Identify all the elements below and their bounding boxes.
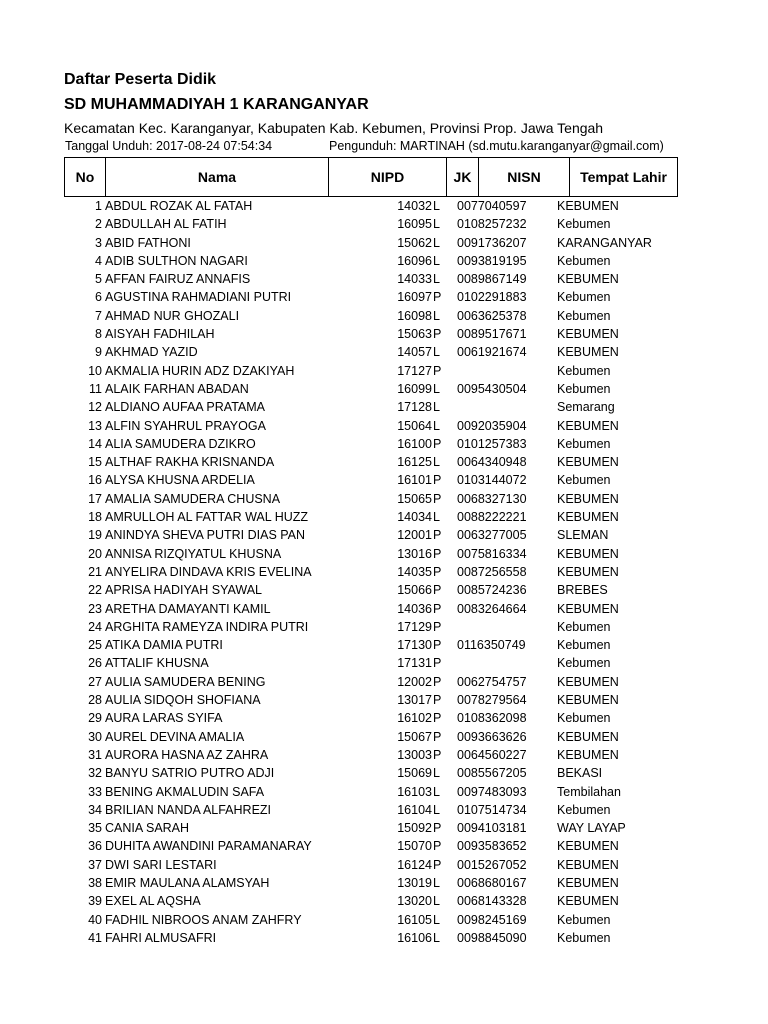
cell-nama: BANYU SATRIO PUTRO ADJI	[105, 766, 275, 781]
header-tempat-lahir: Tempat Lahir	[569, 157, 678, 197]
cell-nisn: 0015267052	[457, 857, 527, 872]
cell-nisn: 0077040597	[457, 199, 527, 213]
cell-tempat-lahir: KEBUMEN	[557, 491, 619, 506]
cell-no: 23	[88, 601, 102, 616]
cell-no: 15	[88, 455, 102, 470]
cell-jk: P	[433, 711, 442, 726]
cell-nipd: 15092	[397, 821, 432, 836]
cell-nipd: 14057	[397, 345, 432, 360]
cell-tempat-lahir: Kebumen	[557, 912, 611, 927]
cell-nipd: 13017	[397, 693, 432, 708]
cell-nipd: 16104	[397, 802, 432, 817]
cell-nipd: 15065	[397, 491, 432, 506]
table-row	[0, 911, 768, 929]
cell-nama: AMALIA SAMUDERA CHUSNA	[105, 491, 281, 506]
cell-tempat-lahir: KEBUMEN	[557, 601, 619, 616]
cell-jk: L	[433, 455, 440, 470]
cell-nisn: 0078279564	[457, 693, 527, 708]
cell-jk: P	[433, 821, 442, 836]
cell-jk: P	[433, 583, 442, 598]
table-row	[0, 307, 768, 325]
table-row	[0, 453, 768, 471]
cell-jk: P	[433, 747, 442, 762]
cell-no: 8	[95, 327, 102, 342]
table-row	[0, 673, 768, 691]
table-row	[0, 691, 768, 709]
cell-nisn: 0093663626	[457, 729, 527, 744]
cell-nipd: 15067	[397, 729, 432, 744]
cell-tempat-lahir: KEBUMEN	[557, 510, 619, 525]
cell-no: 13	[88, 418, 102, 433]
cell-nisn: 0083264664	[457, 601, 527, 616]
downloader-info: Pengunduh: MARTINAH (sd.mutu.karanganyar@gmail.com)	[329, 139, 664, 153]
cell-tempat-lahir: KEBUMEN	[557, 747, 619, 762]
cell-nama: ALFIN SYAHRUL PRAYOGA	[105, 418, 266, 433]
header-nisn: NISN	[478, 157, 570, 197]
table-row	[0, 654, 768, 672]
cell-tempat-lahir: KEBUMEN	[557, 875, 619, 890]
cell-nama: ARETHA DAMAYANTI KAMIL	[105, 601, 271, 616]
cell-jk: L	[433, 345, 440, 360]
cell-nipd: 16106	[397, 930, 432, 945]
cell-nama: ARGHITA RAMEYZA INDIRA PUTRI	[105, 619, 309, 634]
cell-nama: AGUSTINA RAHMADIANI PUTRI	[105, 290, 292, 305]
cell-nama: DWI SARI LESTARI	[105, 857, 217, 872]
cell-no: 4	[95, 253, 102, 268]
cell-nama: ANNISA RIZQIYATUL KHUSNA	[105, 546, 282, 561]
cell-nipd: 16097	[397, 290, 432, 305]
table-row	[0, 197, 768, 215]
cell-tempat-lahir: Kebumen	[557, 638, 611, 653]
cell-nisn: 0097483093	[457, 784, 527, 799]
table-row	[0, 581, 768, 599]
cell-nipd: 15062	[397, 235, 432, 250]
cell-nama: EMIR MAULANA ALAMSYAH	[105, 875, 270, 890]
cell-nisn: 0094103181	[457, 821, 527, 836]
cell-nisn: 0088222221	[457, 510, 527, 525]
cell-tempat-lahir: Kebumen	[557, 436, 611, 451]
cell-no: 18	[88, 510, 102, 525]
cell-nipd: 14035	[397, 564, 432, 579]
table-row	[0, 398, 768, 416]
table-row	[0, 600, 768, 618]
cell-no: 6	[95, 290, 102, 305]
cell-nipd: 16102	[397, 711, 432, 726]
cell-nama: FADHIL NIBROOS ANAM ZAHFRY	[105, 912, 302, 927]
cell-nisn: 0108362098	[457, 711, 527, 726]
cell-no: 22	[88, 583, 102, 598]
cell-nipd: 17128	[397, 400, 432, 415]
cell-tempat-lahir: Kebumen	[557, 473, 611, 488]
cell-nama: AHMAD NUR GHOZALI	[105, 308, 240, 323]
cell-jk: L	[433, 418, 440, 433]
cell-no: 25	[88, 638, 102, 653]
cell-nama: ADIB SULTHON NAGARI	[105, 253, 248, 268]
cell-nisn: 0089867149	[457, 272, 527, 287]
cell-no: 3	[95, 235, 102, 250]
cell-nipd: 17131	[397, 656, 432, 671]
cell-jk: P	[433, 601, 442, 616]
cell-nisn: 0064340948	[457, 455, 527, 470]
cell-no: 16	[88, 473, 102, 488]
cell-nisn: 0068327130	[457, 491, 527, 506]
cell-jk: L	[433, 235, 440, 250]
cell-jk: P	[433, 674, 442, 689]
cell-tempat-lahir: KEBUMEN	[557, 894, 619, 909]
school-location: Kecamatan Kec. Karanganyar, Kabupaten Kab. Kebumen, Provinsi Prop. Jawa Tengah	[64, 120, 604, 136]
table-row	[0, 856, 768, 874]
cell-no: 19	[88, 528, 102, 543]
table-row	[0, 234, 768, 252]
cell-tempat-lahir: BREBES	[557, 583, 608, 598]
table-row	[0, 728, 768, 746]
cell-no: 37	[88, 857, 102, 872]
cell-no: 9	[95, 345, 102, 360]
table-row	[0, 362, 768, 380]
cell-nisn: 0085567205	[457, 766, 527, 781]
table-row	[0, 325, 768, 343]
cell-nipd: 15070	[397, 839, 432, 854]
cell-nama: BRILIAN NANDA ALFAHREZI	[105, 802, 272, 817]
cell-jk: P	[433, 656, 442, 671]
cell-nipd: 16098	[397, 308, 432, 323]
cell-nipd: 15064	[397, 418, 432, 433]
cell-nipd: 16103	[397, 784, 432, 799]
cell-jk: L	[433, 510, 440, 525]
cell-jk: P	[433, 363, 442, 378]
table-row	[0, 874, 768, 892]
cell-nama: ATIKA DAMIA PUTRI	[105, 638, 223, 653]
cell-nipd: 16101	[397, 473, 432, 488]
cell-tempat-lahir: Kebumen	[557, 308, 611, 323]
cell-tempat-lahir: KEBUMEN	[557, 345, 619, 360]
cell-nama: AMRULLOH AL FATTAR WAL HUZZ	[105, 510, 309, 525]
cell-nipd: 16124	[397, 857, 432, 872]
cell-nipd: 13016	[397, 546, 432, 561]
cell-no: 39	[88, 894, 102, 909]
table-row	[0, 563, 768, 581]
cell-jk: P	[433, 564, 442, 579]
cell-jk: L	[433, 272, 440, 287]
cell-jk: P	[433, 619, 442, 634]
cell-nipd: 15066	[397, 583, 432, 598]
cell-nisn: 0089517671	[457, 327, 527, 342]
cell-no: 31	[88, 747, 102, 762]
cell-no: 36	[88, 839, 102, 854]
cell-nipd: 14034	[397, 510, 432, 525]
cell-nipd: 13003	[397, 747, 432, 762]
table-row	[0, 252, 768, 270]
cell-nipd: 17127	[397, 363, 432, 378]
cell-nisn: 0098845090	[457, 930, 527, 945]
cell-jk: L	[433, 199, 440, 213]
cell-nisn: 0091736207	[457, 235, 527, 250]
cell-tempat-lahir: KEBUMEN	[557, 272, 619, 287]
cell-nipd: 16099	[397, 381, 432, 396]
cell-no: 7	[95, 308, 102, 323]
cell-nama: AULIA SAMUDERA BENING	[105, 674, 266, 689]
cell-nama: AULIA SIDQOH SHOFIANA	[105, 693, 261, 708]
cell-jk: L	[433, 875, 440, 890]
cell-nama: ANYELIRA DINDAVA KRIS EVELINA	[105, 564, 312, 579]
cell-tempat-lahir: KEBUMEN	[557, 455, 619, 470]
cell-nama: ATTALIF KHUSNA	[105, 656, 209, 671]
cell-no: 5	[95, 272, 102, 287]
cell-nipd: 16096	[397, 253, 432, 268]
cell-nama: EXEL AL AQSHA	[105, 894, 201, 909]
cell-jk: L	[433, 930, 440, 945]
cell-nama: AISYAH FADHILAH	[105, 327, 215, 342]
cell-no: 14	[88, 436, 102, 451]
table-row	[0, 545, 768, 563]
cell-nipd: 12002	[397, 674, 432, 689]
cell-jk: P	[433, 491, 442, 506]
table-row	[0, 764, 768, 782]
cell-nama: CANIA SARAH	[105, 821, 190, 836]
cell-jk: P	[433, 693, 442, 708]
cell-nama: ALDIANO AUFAA PRATAMA	[105, 400, 265, 415]
cell-jk: P	[433, 638, 442, 653]
header-nama: Nama	[105, 157, 329, 197]
cell-nisn: 0063277005	[457, 528, 527, 543]
table-row	[0, 783, 768, 801]
cell-nipd: 13019	[397, 875, 432, 890]
cell-nama: ALYSA KHUSNA ARDELIA	[105, 473, 255, 488]
cell-nama: ABID FATHONI	[105, 235, 191, 250]
cell-tempat-lahir: Kebumen	[557, 802, 611, 817]
cell-nama: AFFAN FAIRUZ ANNAFIS	[105, 272, 251, 287]
table-row	[0, 417, 768, 435]
cell-nisn: 0068680167	[457, 875, 527, 890]
cell-tempat-lahir: Kebumen	[557, 656, 611, 671]
cell-tempat-lahir: KEBUMEN	[557, 546, 619, 561]
cell-no: 35	[88, 821, 102, 836]
cell-nisn: 0087256558	[457, 564, 527, 579]
cell-nisn: 0085724236	[457, 583, 527, 598]
cell-nipd: 14033	[397, 272, 432, 287]
cell-jk: P	[433, 729, 442, 744]
cell-tempat-lahir: KEBUMEN	[557, 839, 619, 854]
cell-nama: AURA LARAS SYIFA	[105, 711, 223, 726]
table-row	[0, 215, 768, 233]
cell-no: 32	[88, 766, 102, 781]
cell-tempat-lahir: Kebumen	[557, 363, 611, 378]
cell-nisn: 0068143328	[457, 894, 527, 909]
cell-nipd: 15069	[397, 766, 432, 781]
cell-no: 27	[88, 674, 102, 689]
cell-tempat-lahir: BEKASI	[557, 766, 603, 781]
cell-jk: L	[433, 400, 440, 415]
header-nipd: NIPD	[328, 157, 447, 197]
cell-nama: BENING AKMALUDIN SAFA	[105, 784, 265, 799]
cell-jk: L	[433, 894, 440, 909]
cell-jk: L	[433, 253, 440, 268]
cell-nisn: 0095430504	[457, 381, 527, 396]
cell-nisn: 0102291883	[457, 290, 527, 305]
download-info	[64, 139, 678, 157]
cell-no: 33	[88, 784, 102, 799]
table-row	[0, 892, 768, 910]
cell-nipd: 16100	[397, 436, 432, 451]
header-jk: JK	[446, 157, 479, 197]
cell-jk: L	[433, 784, 440, 799]
cell-no: 26	[88, 656, 102, 671]
cell-no: 24	[88, 619, 102, 634]
cell-nama: ABDULLAH AL FATIH	[105, 217, 227, 232]
table-row	[0, 435, 768, 453]
cell-nama: AKHMAD YAZID	[105, 345, 198, 360]
table-row	[0, 819, 768, 837]
cell-jk: P	[433, 839, 442, 854]
cell-nisn: 0093583652	[457, 839, 527, 854]
cell-no: 17	[88, 491, 102, 506]
cell-tempat-lahir: WAY LAYAP	[557, 821, 626, 836]
cell-nisn: 0098245169	[457, 912, 527, 927]
cell-tempat-lahir: Kebumen	[557, 381, 611, 396]
table-row	[0, 490, 768, 508]
table-row	[0, 526, 768, 544]
table-row	[0, 270, 768, 288]
cell-no: 10	[88, 363, 102, 378]
cell-jk: L	[433, 802, 440, 817]
cell-tempat-lahir: Semarang	[557, 400, 615, 415]
cell-nisn: 0092035904	[457, 418, 527, 433]
cell-tempat-lahir: KARANGANYAR	[557, 235, 652, 250]
cell-nipd: 13020	[397, 894, 432, 909]
cell-nama: DUHITA AWANDINI PARAMANARAY	[105, 839, 312, 854]
cell-tempat-lahir: SLEMAN	[557, 528, 609, 543]
cell-nama: ABDUL ROZAK AL FATAH	[105, 199, 253, 213]
cell-tempat-lahir: KEBUMEN	[557, 199, 619, 213]
cell-no: 38	[88, 875, 102, 890]
download-date: Tanggal Unduh: 2017-08-24 07:54:34	[65, 139, 273, 153]
cell-no: 11	[89, 381, 102, 396]
cell-nipd: 15063	[397, 327, 432, 342]
cell-nipd: 16125	[397, 455, 432, 470]
cell-no: 30	[88, 729, 102, 744]
cell-tempat-lahir: Tembilahan	[557, 784, 621, 799]
cell-jk: L	[433, 766, 440, 781]
cell-no: 12	[88, 400, 102, 415]
cell-no: 34	[88, 802, 102, 817]
table-row	[0, 636, 768, 654]
cell-nipd: 14036	[397, 601, 432, 616]
header-no: No	[64, 157, 106, 197]
cell-nama: ALAIK FARHAN ABADAN	[105, 381, 249, 396]
cell-nisn: 0061921674	[457, 345, 527, 360]
cell-jk: P	[433, 857, 442, 872]
cell-no: 29	[88, 711, 102, 726]
cell-nipd: 16105	[397, 912, 432, 927]
cell-nisn: 0101257383	[457, 436, 527, 451]
cell-nama: ANINDYA SHEVA PUTRI DIAS PAN	[105, 528, 306, 543]
cell-no: 1	[95, 199, 102, 213]
cell-nisn: 0063625378	[457, 308, 527, 323]
table-row	[0, 709, 768, 727]
cell-jk: P	[433, 528, 442, 543]
cell-nama: AKMALIA HURIN ADZ DZAKIYAH	[105, 363, 295, 378]
table-row	[0, 801, 768, 819]
cell-no: 28	[88, 693, 102, 708]
cell-no: 40	[88, 912, 102, 927]
cell-jk: P	[433, 473, 442, 488]
cell-nama: AURORA HASNA AZ ZAHRA	[105, 747, 269, 762]
cell-jk: L	[433, 912, 440, 927]
cell-nama: ALIA SAMUDERA DZIKRO	[105, 436, 256, 451]
cell-tempat-lahir: Kebumen	[557, 711, 611, 726]
cell-no: 41	[88, 930, 102, 945]
document-title: Daftar Peserta Didik	[64, 71, 217, 88]
table-row	[0, 746, 768, 764]
cell-tempat-lahir: KEBUMEN	[557, 857, 619, 872]
cell-nipd: 12001	[397, 528, 432, 543]
cell-tempat-lahir: Kebumen	[557, 930, 611, 945]
cell-tempat-lahir: KEBUMEN	[557, 674, 619, 689]
cell-jk: L	[433, 381, 440, 396]
table-row	[0, 380, 768, 398]
cell-no: 2	[95, 217, 102, 232]
cell-tempat-lahir: KEBUMEN	[557, 564, 619, 579]
school-name: SD MUHAMMADIYAH 1 KARANGANYAR	[64, 96, 369, 113]
table-row	[0, 471, 768, 489]
table-row	[0, 929, 768, 947]
cell-no: 20	[88, 546, 102, 561]
table-row	[0, 837, 768, 855]
student-table-body	[0, 197, 768, 947]
cell-tempat-lahir: KEBUMEN	[557, 418, 619, 433]
cell-nisn: 0064560227	[457, 747, 527, 762]
cell-nisn: 0116350749	[457, 638, 526, 653]
cell-nipd: 17130	[397, 638, 432, 653]
cell-nisn: 0093819195	[457, 253, 527, 268]
cell-jk: L	[433, 308, 440, 323]
cell-jk: L	[433, 217, 440, 232]
cell-nama: ALTHAF RAKHA KRISNANDA	[105, 455, 275, 470]
cell-nipd: 17129	[397, 619, 432, 634]
table-row	[0, 343, 768, 361]
cell-no: 21	[88, 564, 102, 579]
cell-nisn: 0103144072	[457, 473, 527, 488]
cell-jk: P	[433, 290, 442, 305]
cell-nama: APRISA HADIYAH SYAWAL	[105, 583, 262, 598]
cell-jk: P	[433, 327, 442, 342]
cell-jk: P	[433, 546, 442, 561]
cell-tempat-lahir: Kebumen	[557, 290, 611, 305]
cell-tempat-lahir: KEBUMEN	[557, 693, 619, 708]
cell-nipd: 16095	[397, 217, 432, 232]
cell-nama: FAHRI ALMUSAFRI	[105, 930, 217, 945]
cell-nisn: 0075816334	[457, 546, 527, 561]
cell-nisn: 0062754757	[457, 674, 527, 689]
cell-jk: P	[433, 436, 442, 451]
cell-nipd: 14032	[397, 199, 432, 213]
cell-nisn: 0107514734	[457, 802, 527, 817]
cell-nama: AUREL DEVINA AMALIA	[105, 729, 245, 744]
cell-tempat-lahir: KEBUMEN	[557, 729, 619, 744]
cell-tempat-lahir: Kebumen	[557, 217, 611, 232]
table-row	[0, 288, 768, 306]
cell-tempat-lahir: KEBUMEN	[557, 327, 619, 342]
table-row	[0, 508, 768, 526]
table-row	[0, 618, 768, 636]
cell-tempat-lahir: Kebumen	[557, 619, 611, 634]
cell-tempat-lahir: Kebumen	[557, 253, 611, 268]
cell-nisn: 0108257232	[457, 217, 527, 232]
